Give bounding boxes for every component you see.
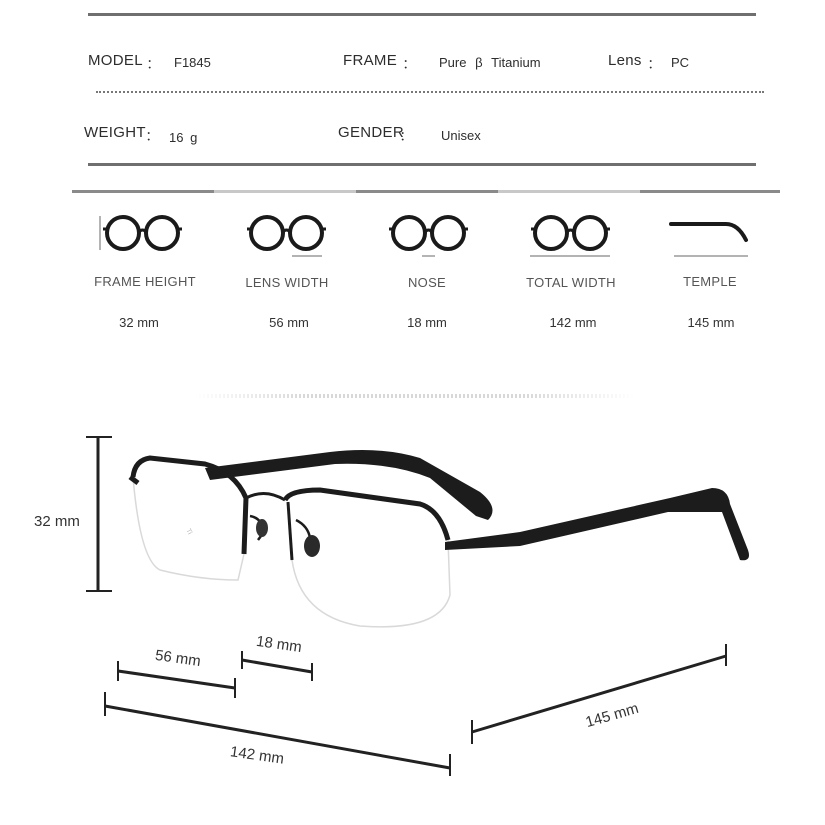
frame-height-icon — [92, 210, 188, 256]
lens-value: PC — [671, 55, 690, 70]
lens-width-icon — [238, 210, 334, 260]
segment-divider-3 — [356, 190, 498, 193]
segment-divider-1 — [72, 190, 214, 193]
dimension-label-lens-width: LENS WIDTH — [245, 275, 329, 290]
temple-dimension-line — [464, 638, 734, 748]
model-label: MODEL — [88, 52, 143, 69]
bottom-rule — [88, 163, 756, 166]
dimension-label-temple: TEMPLE — [683, 274, 737, 289]
frame-label: FRAME — [343, 52, 397, 69]
dimension-label-total-width: TOTAL WIDTH — [526, 275, 616, 290]
dimension-label-frame-height: FRAME HEIGHT — [94, 274, 196, 289]
nose-icon — [380, 210, 476, 260]
top-rule — [88, 13, 756, 16]
dimension-value-frame-height: 32 mm — [119, 315, 159, 330]
model-colon: ： — [146, 56, 163, 73]
weight-label: WEIGHT — [84, 124, 146, 141]
gender-colon: ： — [399, 128, 416, 145]
temple-icon — [666, 210, 756, 260]
total-width-icon — [522, 210, 618, 260]
glasses-illustration — [0, 420, 825, 650]
dimension-value-lens-width: 56 mm — [269, 315, 309, 330]
lens-width-dimension-text: 56 mm — [154, 646, 202, 671]
dimension-label-nose: NOSE — [407, 275, 447, 290]
gender-label: GENDER — [338, 124, 404, 141]
total-width-dimension-text: 142 mm — [229, 743, 286, 768]
temple-dimension-text: 145 mm — [583, 699, 641, 732]
dimension-value-nose: 18 mm — [407, 315, 447, 330]
svg-text:Ti: Ti — [184, 527, 194, 536]
segment-divider-4 — [498, 190, 640, 193]
height-dimension-line — [80, 430, 120, 600]
model-value: F1845 — [174, 55, 211, 70]
segment-divider-5 — [640, 190, 780, 193]
lens-colon: ： — [647, 56, 664, 73]
weight-colon: ： — [145, 128, 162, 145]
nose-dimension-text: 18 mm — [255, 632, 303, 657]
dimension-value-total-width: 142 mm — [549, 315, 597, 330]
dimension-value-temple: 145 mm — [687, 315, 735, 330]
segment-divider-2 — [214, 190, 356, 193]
frame-colon: ： — [402, 56, 419, 73]
frame-value: Pure β Titanium — [439, 55, 541, 70]
gender-value: Unisex — [441, 128, 481, 143]
lens-label: Lens — [608, 52, 642, 69]
faint-separator — [195, 394, 635, 398]
height-dimension-text: 32 mm — [34, 513, 80, 530]
spec-dotted-divider — [96, 91, 764, 93]
weight-value: 16 g — [169, 130, 198, 145]
